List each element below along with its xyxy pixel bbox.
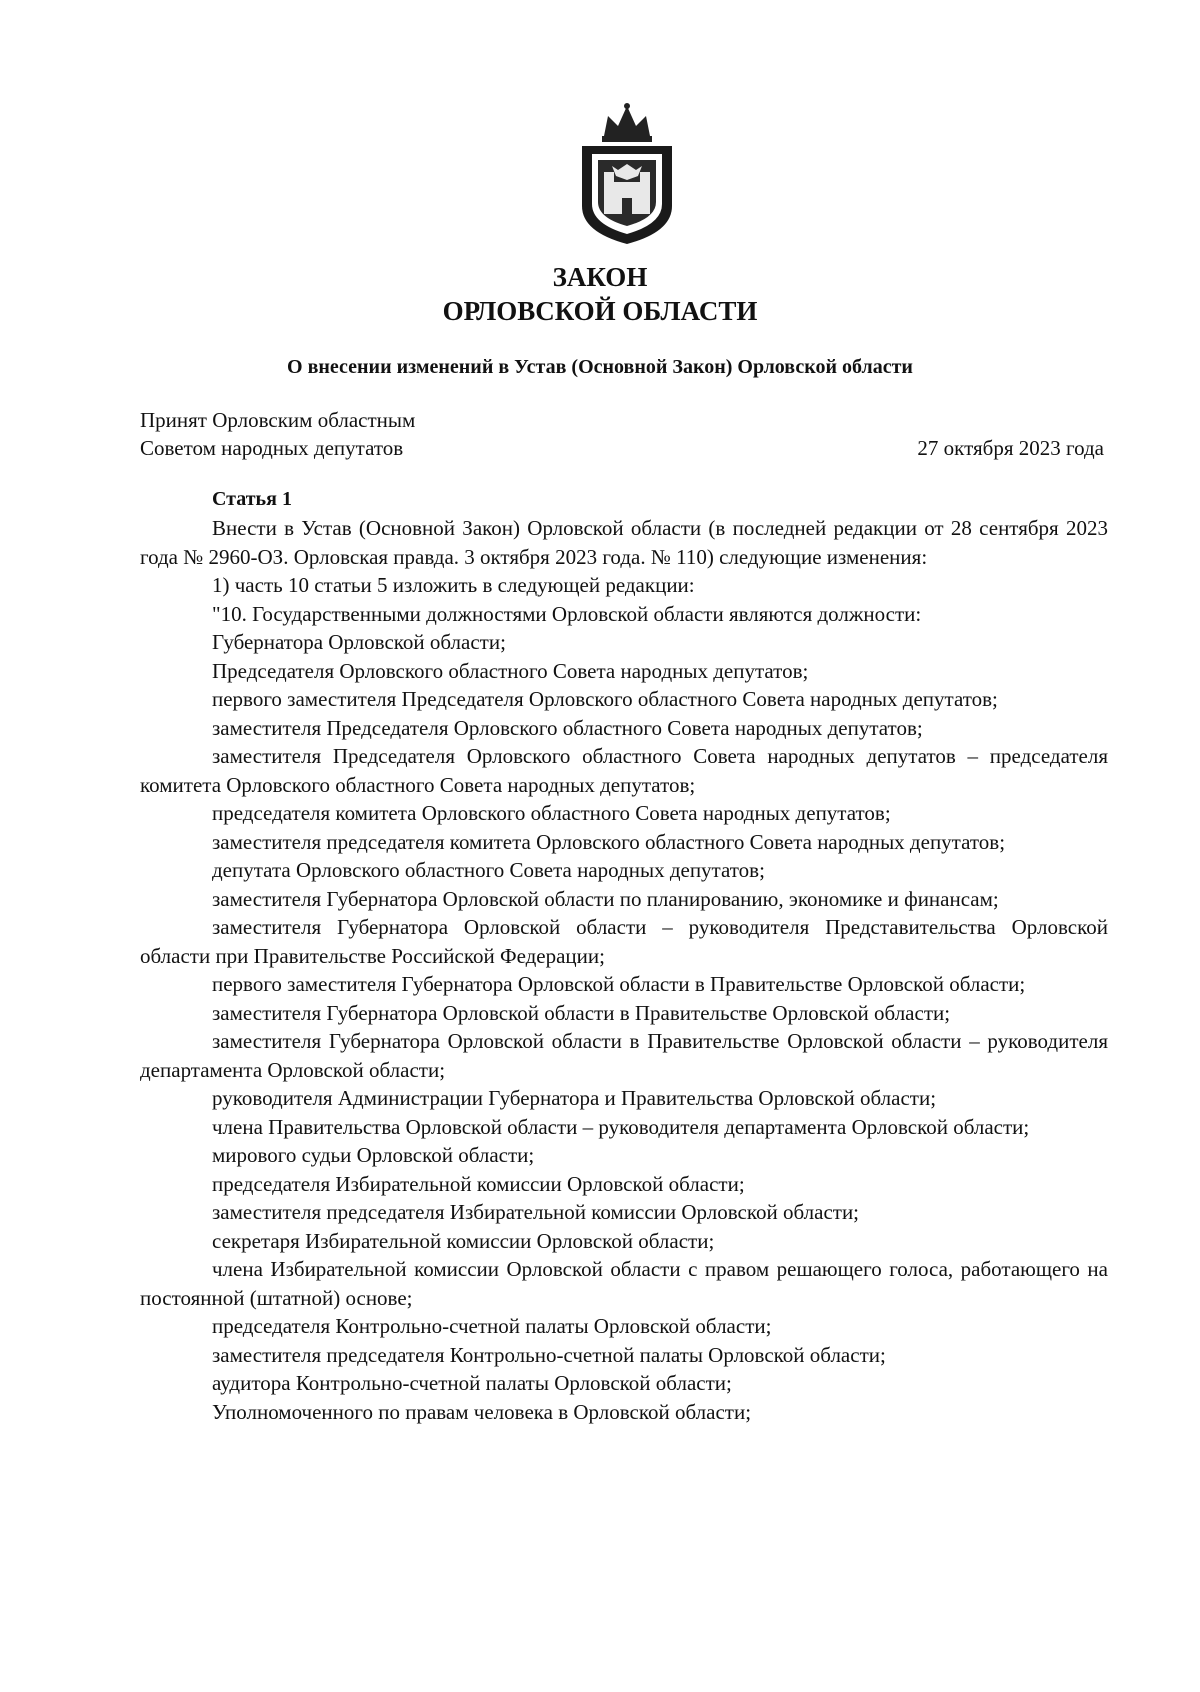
paragraph: мирового судьи Орловской области; (212, 1143, 535, 1167)
paragraph: председателя комитета Орловского областного Совета народных депутатов; (212, 801, 891, 825)
paragraph: заместителя председателя комитета Орловского областного Совета народных депутатов; (212, 829, 1006, 854)
adoption-date: 27 октября 2023 года (917, 436, 1104, 460)
article-heading: Статья 1 (212, 488, 292, 510)
document-title-law: ЗАКОН (552, 262, 648, 292)
paragraph: первого заместителя Председателя Орловского областного Совета народных депутатов; (212, 687, 998, 711)
paragraph: 1) часть 10 статьи 5 изложить в следующей редакции: (212, 573, 695, 597)
paragraph: заместителя Губернатора Орловской области в Правительстве Орловской области – руководителя департамента Орловской области; (140, 1029, 1108, 1082)
adoption-line-1: Принят Орловским областным (140, 408, 416, 432)
paragraph: заместителя председателя Контрольно-счетной палаты Орловской области; (212, 1342, 886, 1367)
paragraph: заместителя Председателя Орловского областного Совета народных депутатов – председателя комитета Орловского областного Совета народных депутатов; (140, 744, 1108, 797)
paragraph: первого заместителя Губернатора Орловской области в Правительстве Орловской области; (212, 972, 1026, 996)
coat-of-arms-icon (568, 102, 686, 246)
paragraph: председателя Контрольно-счетной палаты Орловской области; (212, 1314, 772, 1338)
paragraph: председателя Избирательной комиссии Орловской области; (212, 1171, 745, 1196)
paragraph: заместителя Губернатора Орловской области по планированию, экономике и финансам; (212, 886, 999, 911)
paragraph: заместителя Губернатора Орловской области в Правительстве Орловской области; (212, 1000, 951, 1025)
paragraph: секретаря Избирательной комиссии Орловской области; (212, 1228, 715, 1253)
paragraph: Внести в Устав (Основной Закон) Орловской области (в последней редакции от 28 сентября 2023 года № 2960-ОЗ. Орловская правда. 3 октября 2023 года. № 110) следующие изменения: (140, 516, 1108, 569)
article-body (140, 514, 1108, 1426)
paragraph: члена Правительства Орловской области – руководителя департамента Орловской области; (212, 1114, 1030, 1139)
paragraph: Губернатора Орловской области; (212, 630, 506, 654)
paragraph: депутата Орловского областного Совета народных депутатов; (212, 858, 765, 882)
adoption-line-2: Советом народных депутатов (140, 436, 404, 460)
document-subtitle: О внесении изменений в Устав (Основной Закон) Орловской области (287, 356, 913, 378)
paragraph: заместителя председателя Избирательной комиссии Орловской области; (212, 1200, 860, 1224)
paragraph: заместителя Губернатора Орловской области – руководителя Представительства Орловской области при Правительстве Российской Федерации; (140, 915, 1108, 968)
paragraph: заместителя Председателя Орловского областного Совета народных депутатов; (212, 715, 923, 740)
paragraph: аудитора Контрольно-счетной палаты Орловской области; (212, 1371, 732, 1395)
document-title-region: ОРЛОВСКОЙ ОБЛАСТИ (442, 296, 758, 326)
paragraph: Уполномоченного по правам человека в Орловской области; (212, 1399, 752, 1424)
paragraph: члена Избирательной комиссии Орловской области с правом решающего голоса, работающего на постоянной (штатной) основе; (140, 1257, 1108, 1310)
paragraph: "10. Государственными должностями Орловской области являются должности: (212, 601, 922, 626)
paragraph: Председателя Орловского областного Совета народных депутатов; (212, 658, 809, 683)
paragraph: руководителя Администрации Губернатора и Правительства Орловской области; (212, 1086, 937, 1110)
